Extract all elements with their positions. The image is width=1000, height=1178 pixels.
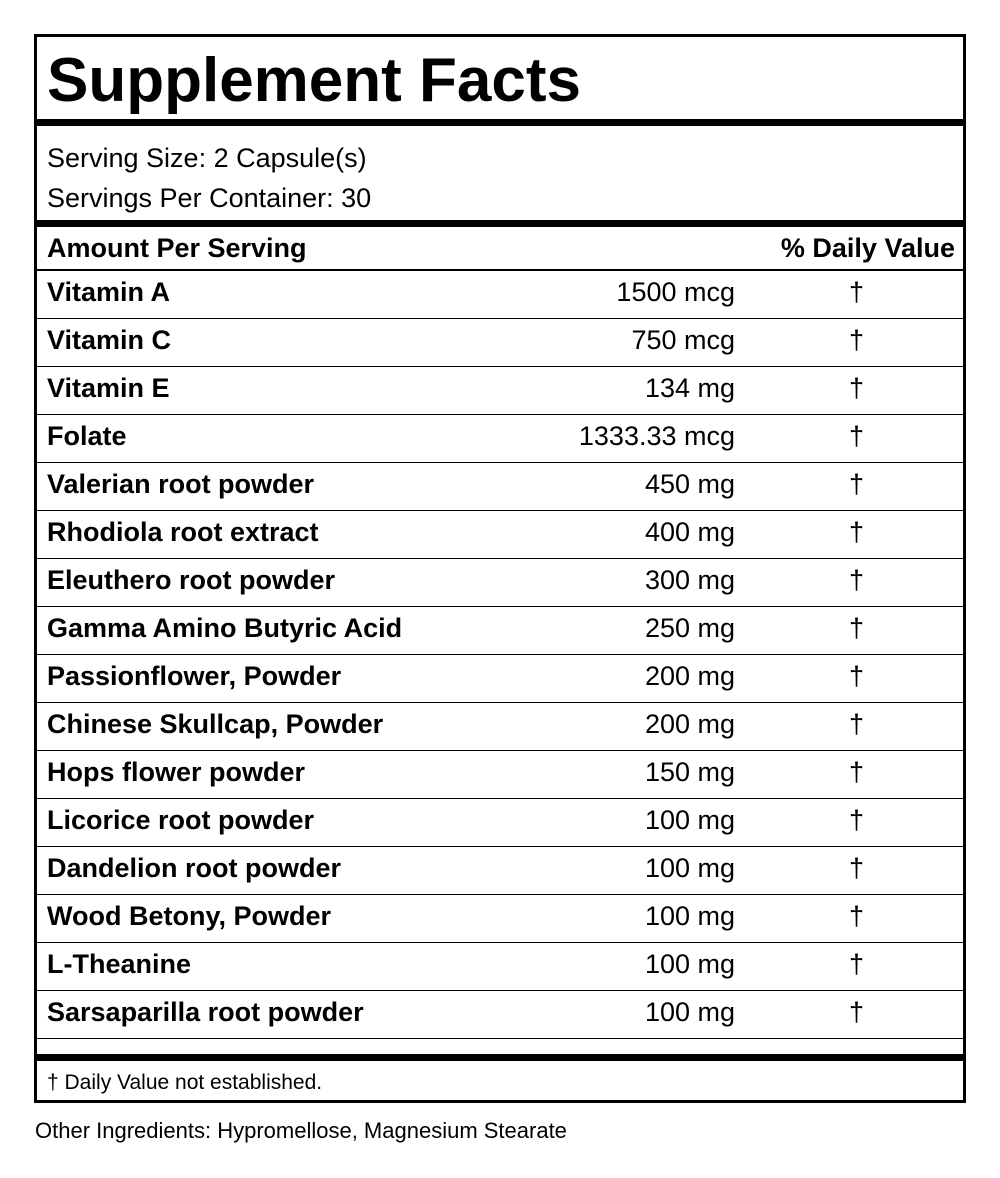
nutrient-amount: 200 mg — [644, 661, 735, 691]
table-row — [37, 703, 963, 751]
table-row — [37, 367, 963, 415]
nutrient-amount: 250 mg — [644, 613, 735, 643]
table-row — [37, 415, 963, 463]
thick-divider — [37, 1054, 963, 1061]
footnote: † Daily Value not established. — [47, 1071, 323, 1094]
nutrient-amount: 750 mcg — [631, 325, 735, 355]
servings-per-container: Servings Per Container: 30 — [47, 183, 372, 213]
daily-value: † — [849, 757, 865, 787]
table-row — [37, 319, 963, 367]
nutrient-name: Folate — [47, 421, 127, 451]
nutrient-name: Licorice root powder — [47, 805, 315, 835]
daily-value: † — [849, 517, 865, 547]
nutrient-name: L-Theanine — [47, 949, 192, 979]
nutrient-amount: 150 mg — [644, 757, 735, 787]
serving-size: Serving Size: 2 Capsule(s) — [47, 143, 367, 173]
other-ingredients: Other Ingredients: Hypromellose, Magnesium Stearate — [35, 1118, 567, 1143]
nutrient-name: Eleuthero root powder — [47, 565, 336, 595]
daily-value: † — [849, 901, 865, 931]
daily-value: † — [849, 997, 865, 1027]
daily-value: † — [849, 661, 865, 691]
daily-value: † — [849, 565, 865, 595]
serving-info — [37, 126, 963, 220]
nutrient-name: Vitamin A — [47, 277, 171, 307]
daily-value: † — [849, 613, 865, 643]
daily-value: † — [849, 325, 865, 355]
table-row — [37, 511, 963, 559]
nutrient-amount: 300 mg — [644, 565, 735, 595]
blank-row — [37, 1039, 963, 1054]
nutrient-amount: 100 mg — [644, 997, 735, 1027]
nutrient-name: Gamma Amino Butyric Acid — [47, 613, 403, 643]
table-row — [37, 847, 963, 895]
nutrient-amount: 100 mg — [644, 949, 735, 979]
daily-value: † — [849, 373, 865, 403]
nutrient-amount: 400 mg — [644, 517, 735, 547]
nutrient-name: Passionflower, Powder — [47, 661, 342, 691]
daily-value: † — [849, 805, 865, 835]
nutrient-name: Vitamin E — [47, 373, 170, 403]
daily-value: † — [849, 853, 865, 883]
nutrient-amount: 1333.33 mcg — [578, 421, 735, 451]
daily-value: † — [849, 421, 865, 451]
table-row — [37, 463, 963, 511]
nutrient-amount: 100 mg — [644, 901, 735, 931]
nutrient-rows — [37, 271, 963, 1039]
table-row — [37, 943, 963, 991]
table-row — [37, 559, 963, 607]
panel-title: Supplement Facts — [47, 46, 581, 115]
table-row — [37, 271, 963, 319]
nutrient-name: Chinese Skullcap, Powder — [47, 709, 384, 739]
nutrient-amount: 200 mg — [644, 709, 735, 739]
nutrient-name: Hops flower powder — [47, 757, 306, 787]
nutrient-name: Valerian root powder — [47, 469, 315, 499]
daily-value: † — [849, 949, 865, 979]
daily-value: † — [849, 469, 865, 499]
nutrient-amount: 450 mg — [644, 469, 735, 499]
daily-value-header: % Daily Value — [780, 233, 955, 263]
amount-per-serving-header: Amount Per Serving — [47, 233, 307, 263]
supplement-facts-panel — [34, 34, 966, 1103]
table-header — [37, 227, 963, 271]
nutrient-amount: 100 mg — [644, 805, 735, 835]
table-row — [37, 799, 963, 847]
table-row — [37, 607, 963, 655]
table-row — [37, 655, 963, 703]
daily-value: † — [849, 277, 865, 307]
table-row — [37, 895, 963, 943]
table-row — [37, 991, 963, 1039]
nutrient-name: Dandelion root powder — [47, 853, 341, 883]
nutrient-name: Wood Betony, Powder — [47, 901, 332, 931]
nutrient-amount: 134 mg — [644, 373, 735, 403]
nutrient-amount: 100 mg — [644, 853, 735, 883]
thick-divider — [37, 119, 963, 126]
nutrient-amount: 1500 mcg — [616, 277, 735, 307]
daily-value: † — [849, 709, 865, 739]
nutrient-name: Vitamin C — [47, 325, 172, 355]
thick-divider — [37, 220, 963, 227]
nutrient-name: Rhodiola root extract — [47, 517, 319, 547]
table-row — [37, 751, 963, 799]
nutrient-name: Sarsaparilla root powder — [47, 997, 364, 1027]
